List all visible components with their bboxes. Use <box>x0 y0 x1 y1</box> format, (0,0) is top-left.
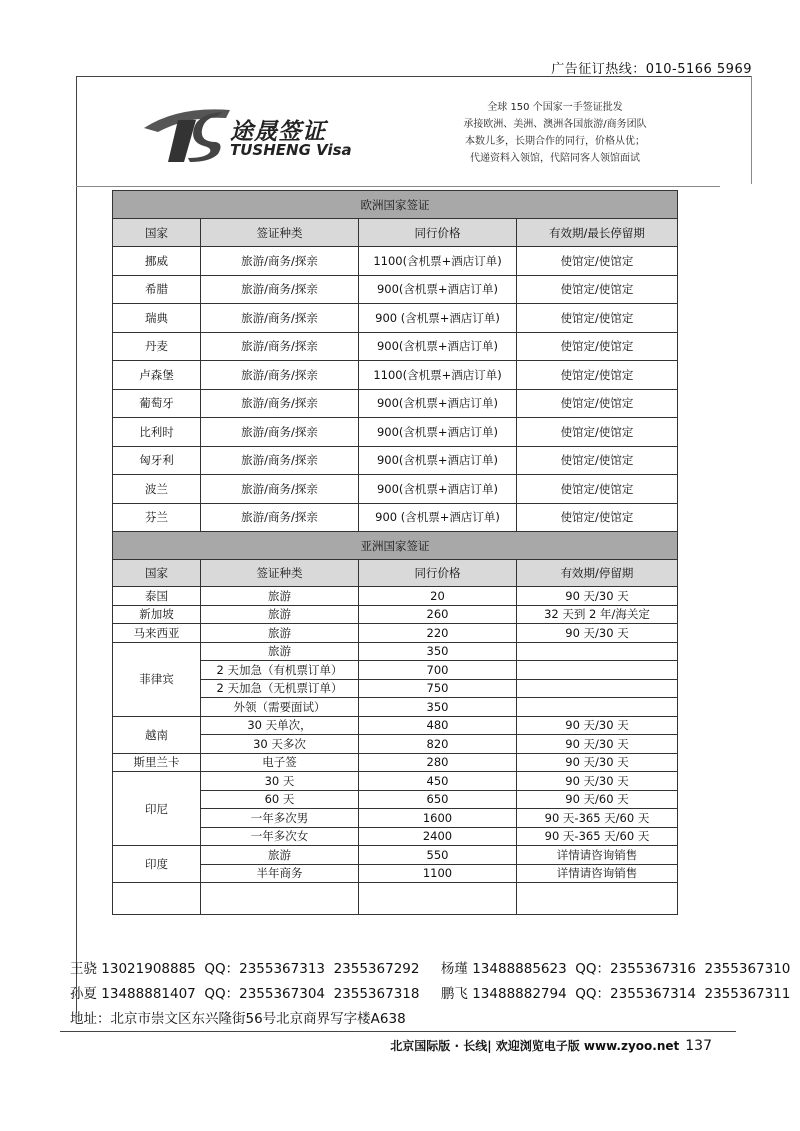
validity-cell: 使馆定/使馆定 <box>517 475 678 504</box>
table-row <box>113 772 678 791</box>
price-cell: 480 <box>359 716 517 735</box>
visa-price-table <box>112 190 678 915</box>
contact-line: 孙夏 13488881407 QQ：2355367304 2355367318 鹏飞 13488882794 QQ：2355367314 2355367311 <box>70 986 791 1002</box>
section-title-row <box>113 191 678 219</box>
intro-line: 代递资料入领馆，代陪同客人领馆面试 <box>470 153 640 164</box>
frame-right-line <box>751 76 752 184</box>
validity-cell: 90 天/30 天 <box>517 716 678 735</box>
empty-cell <box>113 883 201 915</box>
country-cell: 芬兰 <box>113 503 201 532</box>
contact-info <box>70 957 790 1032</box>
column-header: 国家 <box>113 219 201 247</box>
country-cell: 匈牙利 <box>113 446 201 475</box>
visa-type-cell: 旅游 <box>201 642 359 661</box>
visa-type-cell: 旅游/商务/探亲 <box>201 389 359 418</box>
visa-type-cell: 30 天多次 <box>201 735 359 754</box>
country-cell: 卢森堡 <box>113 361 201 390</box>
table-row <box>113 503 678 532</box>
country-cell: 印度 <box>113 846 201 883</box>
column-header: 签证种类 <box>201 219 359 247</box>
table-row <box>113 475 678 504</box>
country-cell: 斯里兰卡 <box>113 753 201 772</box>
table-row <box>113 716 678 735</box>
brand-name-cn: 途晟签证 <box>230 119 326 145</box>
price-cell: 900(含机票+酒店订单) <box>359 389 517 418</box>
price-cell: 900 (含机票+酒店订单) <box>359 304 517 333</box>
price-cell: 2400 <box>359 827 517 846</box>
visa-type-cell: 旅游/商务/探亲 <box>201 503 359 532</box>
intro-text <box>430 99 680 167</box>
visa-type-cell: 2 天加急（有机票订单） <box>201 661 359 680</box>
column-header: 签证种类 <box>201 560 359 587</box>
table-row <box>113 304 678 333</box>
validity-cell: 使馆定/使馆定 <box>517 332 678 361</box>
visa-type-cell: 旅游/商务/探亲 <box>201 247 359 276</box>
visa-type-cell: 一年多次女 <box>201 827 359 846</box>
table-row <box>113 247 678 276</box>
country-cell: 越南 <box>113 716 201 753</box>
column-header: 有效期/停留期 <box>517 560 678 587</box>
visa-type-cell: 30 天 <box>201 772 359 791</box>
country-cell: 印尼 <box>113 772 201 846</box>
validity-cell: 32 天到 2 年/海关定 <box>517 605 678 624</box>
validity-cell: 使馆定/使馆定 <box>517 418 678 447</box>
visa-type-cell: 旅游/商务/探亲 <box>201 418 359 447</box>
validity-cell: 90 天/30 天 <box>517 624 678 643</box>
column-header: 国家 <box>113 560 201 587</box>
visa-type-cell: 电子签 <box>201 753 359 772</box>
country-cell: 泰国 <box>113 587 201 606</box>
validity-cell: 使馆定/使馆定 <box>517 275 678 304</box>
table-row <box>113 624 678 643</box>
empty-cell <box>201 883 359 915</box>
price-cell: 900(含机票+酒店订单) <box>359 275 517 304</box>
price-cell: 820 <box>359 735 517 754</box>
price-cell: 350 <box>359 642 517 661</box>
frame-left-line <box>76 76 77 1013</box>
intro-line: 本数儿多，长期合作的同行，价格从优； <box>465 136 645 147</box>
table-row <box>113 275 678 304</box>
country-cell: 波兰 <box>113 475 201 504</box>
visa-type-cell: 旅游 <box>201 846 359 865</box>
footer-text: 北京国际版 · 长线| 欢迎浏览电子版 www.zyoo.net <box>390 1039 680 1053</box>
visa-type-cell: 外领（需要面试） <box>201 698 359 717</box>
validity-cell: 90 天/30 天 <box>517 753 678 772</box>
header-divider <box>76 186 720 187</box>
price-cell: 900(含机票+酒店订单) <box>359 418 517 447</box>
validity-cell: 使馆定/使馆定 <box>517 389 678 418</box>
validity-cell: 90 天/60 天 <box>517 790 678 809</box>
table-header-row <box>113 219 678 247</box>
validity-cell <box>517 661 678 680</box>
section-title: 亚洲国家签证 <box>113 532 678 560</box>
page-number: 137 <box>685 1038 712 1054</box>
price-cell: 220 <box>359 624 517 643</box>
visa-type-cell: 60 天 <box>201 790 359 809</box>
validity-cell: 90 天/30 天 <box>517 735 678 754</box>
price-cell: 260 <box>359 605 517 624</box>
table-row <box>113 446 678 475</box>
validity-cell: 使馆定/使馆定 <box>517 247 678 276</box>
price-cell: 1100(含机票+酒店订单) <box>359 247 517 276</box>
frame-top-line <box>76 76 752 77</box>
price-cell: 1100 <box>359 864 517 883</box>
validity-cell <box>517 679 678 698</box>
intro-line: 承接欧洲、美洲、澳洲各国旅游/商务团队 <box>463 119 647 130</box>
table-row <box>113 418 678 447</box>
empty-cell <box>359 883 517 915</box>
validity-cell: 详情请咨询销售 <box>517 864 678 883</box>
intro-line: 全球 150 个国家一手签证批发 <box>487 102 623 113</box>
visa-type-cell: 旅游/商务/探亲 <box>201 361 359 390</box>
price-cell: 700 <box>359 661 517 680</box>
table-row <box>113 361 678 390</box>
country-cell: 挪威 <box>113 247 201 276</box>
visa-type-cell: 半年商务 <box>201 864 359 883</box>
table-row <box>113 587 678 606</box>
visa-type-cell: 30 天单次， <box>201 716 359 735</box>
price-cell: 900(含机票+酒店订单) <box>359 446 517 475</box>
ad-hotline: 广告征订热线：010-5166 5969 <box>551 62 752 77</box>
price-cell: 20 <box>359 587 517 606</box>
country-cell: 希腊 <box>113 275 201 304</box>
visa-type-cell: 旅游/商务/探亲 <box>201 275 359 304</box>
table-header-row <box>113 560 678 587</box>
validity-cell: 90 天-365 天/60 天 <box>517 827 678 846</box>
table-row <box>113 332 678 361</box>
validity-cell: 使馆定/使馆定 <box>517 304 678 333</box>
price-cell: 650 <box>359 790 517 809</box>
brand-name-en: TUSHENG Visa <box>230 141 352 159</box>
validity-cell: 使馆定/使馆定 <box>517 446 678 475</box>
section-title-row <box>113 532 678 560</box>
page-footer <box>390 1037 712 1054</box>
price-cell: 350 <box>359 698 517 717</box>
visa-type-cell: 旅游/商务/探亲 <box>201 304 359 333</box>
contact-line: 王骁 13021908885 QQ：2355367313 2355367292 杨瑾 13488885623 QQ：2355367316 2355367310 <box>70 961 791 977</box>
visa-type-cell: 旅游 <box>201 587 359 606</box>
country-cell: 新加坡 <box>113 605 201 624</box>
section-title: 欧洲国家签证 <box>113 191 678 219</box>
visa-type-cell: 旅游/商务/探亲 <box>201 475 359 504</box>
table-row <box>113 753 678 772</box>
empty-row <box>113 883 678 915</box>
price-cell: 1100(含机票+酒店订单) <box>359 361 517 390</box>
visa-type-cell: 旅游/商务/探亲 <box>201 446 359 475</box>
price-cell: 450 <box>359 772 517 791</box>
validity-cell <box>517 642 678 661</box>
country-cell: 瑞典 <box>113 304 201 333</box>
price-cell: 900(含机票+酒店订单) <box>359 475 517 504</box>
validity-cell <box>517 698 678 717</box>
address-line: 地址：北京市崇文区东兴隆街56号北京商界写字楼A638 <box>70 1011 406 1027</box>
empty-cell <box>517 883 678 915</box>
table-row <box>113 846 678 865</box>
visa-type-cell: 旅游 <box>201 624 359 643</box>
validity-cell: 使馆定/使馆定 <box>517 503 678 532</box>
validity-cell: 90 天/30 天 <box>517 587 678 606</box>
price-cell: 900(含机票+酒店订单) <box>359 332 517 361</box>
price-cell: 1600 <box>359 809 517 828</box>
visa-type-cell: 旅游 <box>201 605 359 624</box>
validity-cell: 90 天/30 天 <box>517 772 678 791</box>
column-header: 同行价格 <box>359 560 517 587</box>
column-header: 有效期/最长停留期 <box>517 219 678 247</box>
price-cell: 550 <box>359 846 517 865</box>
column-header: 同行价格 <box>359 219 517 247</box>
validity-cell: 使馆定/使馆定 <box>517 361 678 390</box>
price-cell: 750 <box>359 679 517 698</box>
country-cell: 葡萄牙 <box>113 389 201 418</box>
visa-type-cell: 旅游/商务/探亲 <box>201 332 359 361</box>
country-cell: 丹麦 <box>113 332 201 361</box>
table-row <box>113 605 678 624</box>
validity-cell: 详情请咨询销售 <box>517 846 678 865</box>
validity-cell: 90 天-365 天/60 天 <box>517 809 678 828</box>
country-cell: 比利时 <box>113 418 201 447</box>
table-row <box>113 389 678 418</box>
table-row <box>113 642 678 661</box>
price-cell: 280 <box>359 753 517 772</box>
country-cell: 马来西亚 <box>113 624 201 643</box>
price-cell: 900 (含机票+酒店订单) <box>359 503 517 532</box>
visa-type-cell: 一年多次男 <box>201 809 359 828</box>
visa-type-cell: 2 天加急（无机票订单） <box>201 679 359 698</box>
country-cell: 菲律宾 <box>113 642 201 716</box>
